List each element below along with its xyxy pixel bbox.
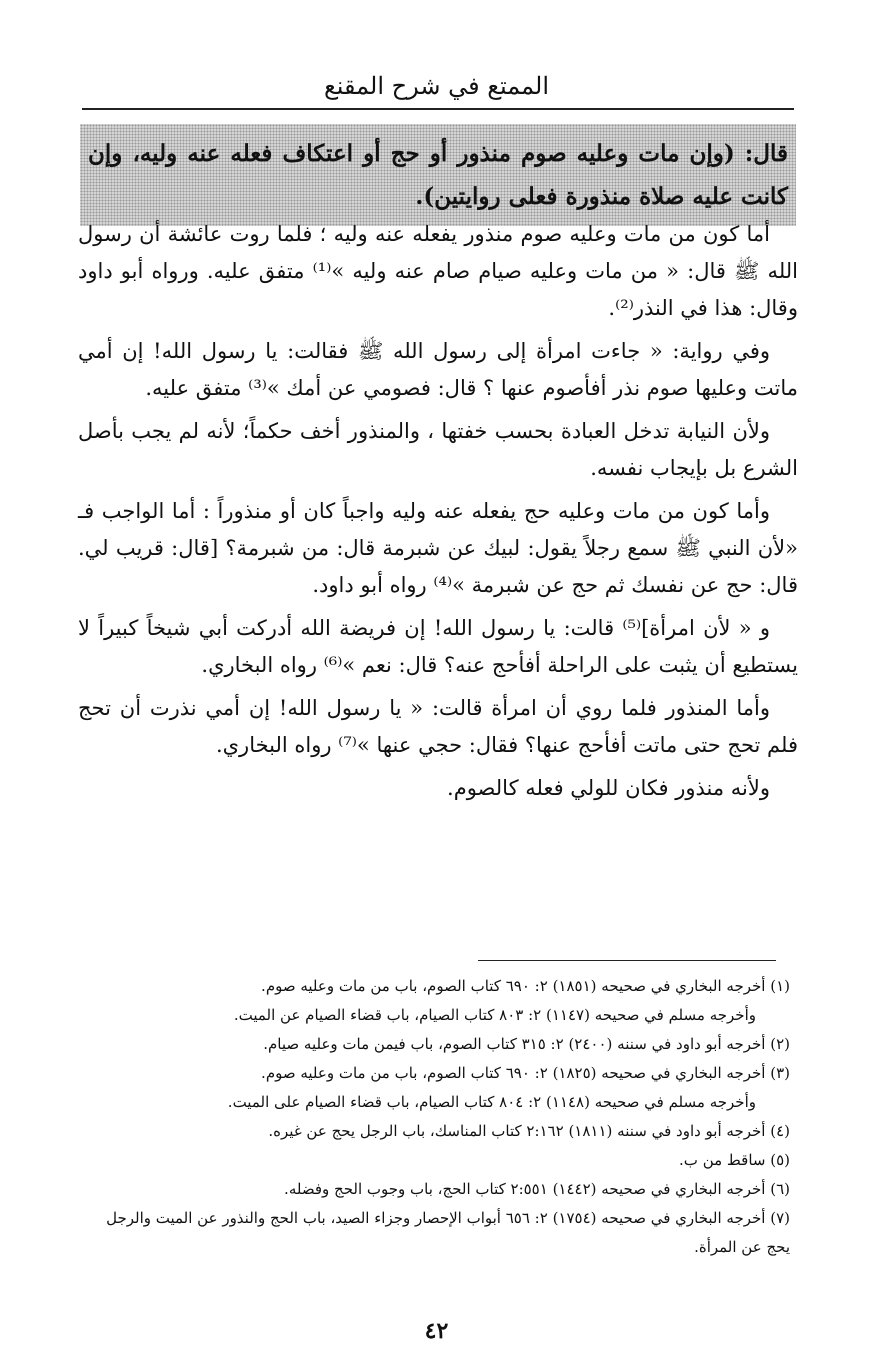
footnote: (١) أخرجه البخاري في صحيحه (١٨٥١) ٢: ٦٩٠ كتاب الصوم، باب من مات وعليه صوم. <box>261 977 790 995</box>
matn-highlighted-text: قال: (وإن مات وعليه صوم منذور أو حج أو اعتكاف فعله عنه وليه، وإن كانت عليه صلاة منذورة فعلى روايتين). <box>80 124 796 226</box>
paragraph: ولأن النيابة تدخل العبادة بحسب خفتها ، والمنذور أخف حكماً؛ لأنه لم يجب بأصل الشرع بل بإيجاب نفسه. <box>78 419 798 480</box>
footnote: (٥) ساقط من ب. <box>679 1151 790 1169</box>
paragraph: ولأنه منذور فكان للولي فعله كالصوم. <box>447 776 770 800</box>
footnote: (٤) أخرجه أبو داود في سننه (١٨١١) ٢:١٦٢ كتاب المناسك، باب الرجل يحج عن غيره. <box>268 1122 790 1140</box>
footnote: (٦) أخرجه البخاري في صحيحه (١٤٤٢) ٢:٥٥١ كتاب الحج، باب وجوب الحج وفضله. <box>284 1180 790 1198</box>
paragraph: وفي رواية: « جاءت امرأة إلى رسول الله ﷺ فقالت: يا رسول الله! إن أمي ماتت وعليها صوم نذر أفأصوم عنها ؟ قال: فصومي عن أمك »⁽³⁾ متفق عليه. <box>78 339 798 400</box>
paragraph: أما كون من مات وعليه صوم منذور يفعله عنه وليه ؛ فلما روت عائشة أن رسول الله ﷺ قال: « من مات وعليه صيام صام عنه وليه »⁽¹⁾ متفق عليه. ورواه أبو داود وقال: هذا في النذر⁽²⁾. <box>78 222 799 320</box>
footnote: وأخرجه مسلم في صحيحه (١١٤٨) ٢: ٨٠٤ كتاب الصيام، باب قضاء الصيام على الميت. <box>227 1093 756 1111</box>
page-number: ٤٢ <box>424 1318 449 1344</box>
commentary-body <box>78 216 798 813</box>
paragraph: وأما كون من مات وعليه حج يفعله عنه وليه واجباً كان أو منذوراً : أما الواجب فـ «لأن النبي ﷺ سمع رجلاً يقول: لبيك عن شبرمة قال: من شبرمة؟ [قال: قريب لي. قال: حج عن نفسك ثم حج عن شبرمة »⁽⁴⁾ رواه أبو داود. <box>78 499 798 597</box>
footnote: (٢) أخرجه أبو داود في سننه (٢٤٠٠) ٢: ٣١٥ كتاب الصوم، باب فيمن مات وعليه صيام. <box>263 1035 790 1053</box>
paragraph: وأما المنذور فلما روي أن امرأة قالت: « يا رسول الله! إن أمي نذرت أن تحج فلم تحج حتى ماتت أفأحج عنها؟ فقال: حجي عنها »⁽⁷⁾ رواه البخاري. <box>78 696 798 757</box>
footnote-rule <box>478 960 776 961</box>
footnote: وأخرجه مسلم في صحيحه (١١٤٧) ٢: ٨٠٣ كتاب الصيام، باب قضاء الصيام عن الميت. <box>233 1006 756 1024</box>
footnote: (٣) أخرجه البخاري في صحيحه (١٨٢٥) ٢: ٦٩٠ كتاب الصوم، باب من مات وعليه صوم. <box>261 1064 790 1082</box>
footnote: (٧) أخرجه البخاري في صحيحه (١٧٥٤) ٢: ٦٥٦ أبواب الإحصار وجزاء الصيد، باب الحج والنذور عن الميت والرجل يحج عن المرأة. <box>106 1209 790 1256</box>
footnotes <box>78 972 790 1262</box>
running-head-title: الممتع في شرح المقنع <box>324 72 549 100</box>
paragraph: و « لأن امرأة]⁽⁵⁾ قالت: يا رسول الله! إن فريضة الله أدركت أبي شيخاً كبيراً لا يستطيع أن يثبت على الراحلة أفأحج عنه؟ قال: نعم »⁽⁶⁾ رواه البخاري. <box>78 616 798 677</box>
header-rule <box>82 108 794 110</box>
